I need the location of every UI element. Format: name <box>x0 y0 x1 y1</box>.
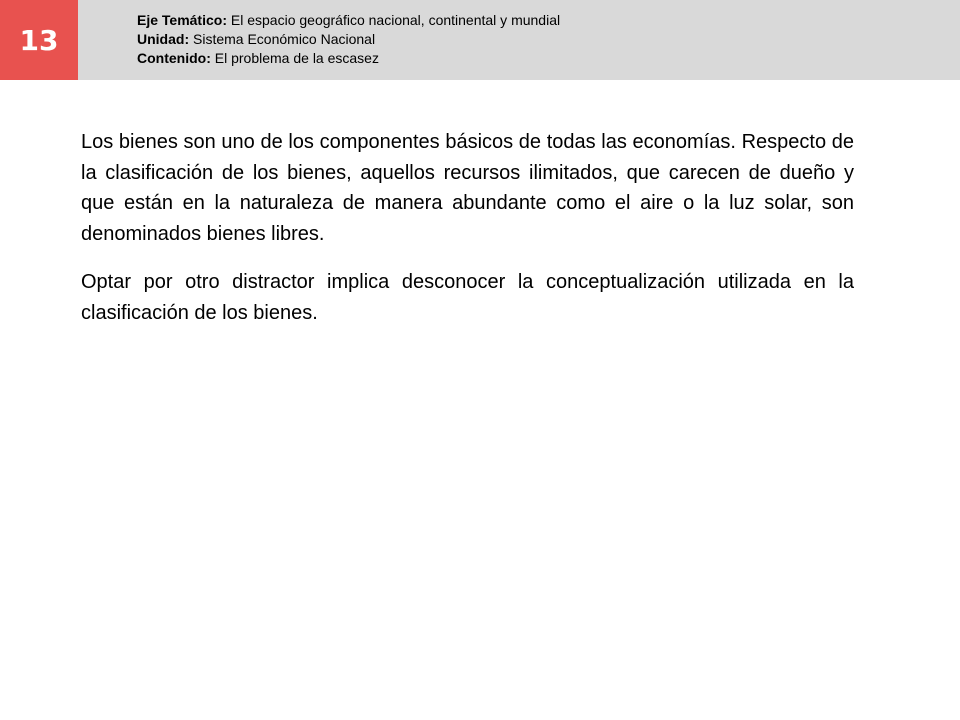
unidad-line <box>137 30 560 49</box>
contenido-line <box>137 49 560 68</box>
contenido-label: Contenido: <box>137 50 211 66</box>
eje-tematico-value: El espacio geográfico nacional, continental y mundial <box>230 12 561 28</box>
question-number-badge <box>0 0 78 80</box>
question-number: 13 <box>19 23 59 57</box>
unidad-label: Unidad: <box>137 31 190 47</box>
eje-tematico-label: Eje Temático: <box>137 12 227 28</box>
paragraph-explanation: Los bienes son uno de los componentes básicos de todas las economías. Respecto de la clasificación de los bienes, aquellos recursos ilimitados, que carecen de dueño y que están en la naturaleza de manera abundante como el aire o la luz solar, son denominados bienes libres. <box>81 131 854 245</box>
eje-tematico-line <box>137 11 560 30</box>
paragraph-distractor: Optar por otro distractor implica desconocer la conceptualización utilizada en la clasificación de los bienes. <box>81 271 854 324</box>
unidad-value: Sistema Económico Nacional <box>193 31 376 47</box>
contenido-value: El problema de la escasez <box>214 50 379 66</box>
header-bar <box>0 0 960 80</box>
main-content <box>81 127 854 346</box>
header-metadata <box>137 11 560 68</box>
